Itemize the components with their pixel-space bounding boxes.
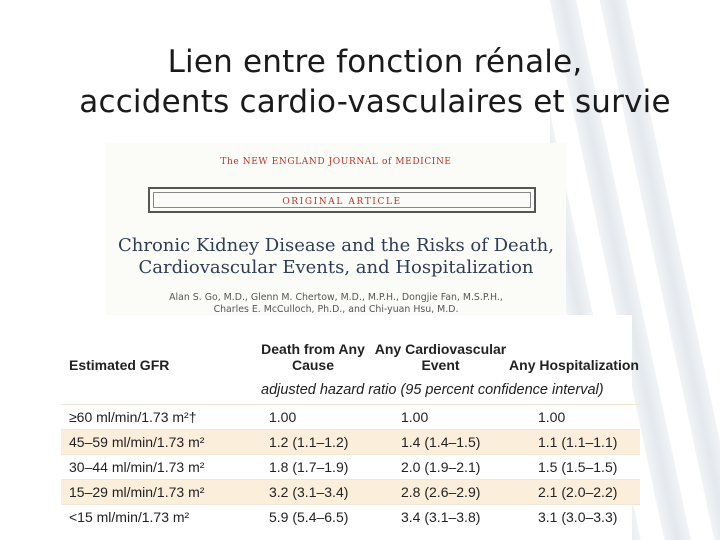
article-header-image: [106, 143, 566, 318]
cell-death: 5.9 (5.4–6.5): [253, 505, 373, 530]
cell-gfr: 30–44 ml/min/1.73 m²: [61, 455, 253, 480]
journal-name: The NEW ENGLAND JOURNAL of MEDICINE: [220, 157, 452, 167]
ratio-label: adjusted hazard ratio (95 percent confidence interval): [261, 382, 604, 398]
article-authors: [106, 292, 566, 316]
slide-title-line-1: Lien entre fonction rénale,: [167, 44, 583, 80]
slide-title-line-2: accidents cardio-vasculaires et survie: [79, 84, 671, 120]
header-hospitalization: Any Hospitalization: [509, 357, 639, 373]
table-row: [61, 430, 640, 455]
cell-death: 1.8 (1.7–1.9): [253, 455, 373, 480]
cell-hospitalization: 2.1 (2.0–2.2): [508, 480, 640, 505]
section-box: [148, 187, 536, 213]
cell-gfr: 15–29 ml/min/1.73 m²: [61, 480, 253, 505]
table-row: [61, 505, 640, 530]
cell-hospitalization: 3.1 (3.0–3.3): [508, 505, 640, 530]
cell-gfr: <15 ml/min/1.73 m²: [61, 505, 253, 530]
cell-cardiovascular: 2.8 (2.6–2.9): [373, 480, 508, 505]
cell-death: 3.2 (3.1–3.4): [253, 480, 373, 505]
ratio-label-row: [61, 376, 640, 405]
hazard-ratio-table: [61, 315, 639, 540]
cell-cardiovascular: 1.4 (1.4–1.5): [373, 430, 508, 455]
table-row: [61, 480, 640, 505]
header-death: Death from Any Cause: [261, 341, 365, 373]
cell-hospitalization: 1.1 (1.1–1.1): [508, 430, 640, 455]
table-row: [61, 455, 640, 480]
table-header-row: [61, 315, 640, 376]
article-title-line-1: Chronic Kidney Disease and the Risks of Death,: [117, 235, 554, 256]
cell-cardiovascular: 1.00: [373, 405, 508, 430]
cell-gfr: 45–59 ml/min/1.73 m²: [61, 430, 253, 455]
header-gfr: Estimated GFR: [69, 357, 170, 373]
header-cardiovascular: Any Cardiovascular Event: [374, 341, 507, 373]
cell-cardiovascular: 3.4 (3.1–3.8): [373, 505, 508, 530]
cell-cardiovascular: 2.0 (1.9–2.1): [373, 455, 508, 480]
article-title: [106, 235, 566, 279]
table-row: [61, 405, 640, 430]
cell-hospitalization: 1.5 (1.5–1.5): [508, 455, 640, 480]
cell-death: 1.00: [253, 405, 373, 430]
section-label: ORIGINAL ARTICLE: [282, 197, 402, 207]
cell-death: 1.2 (1.1–1.2): [253, 430, 373, 455]
slide-title: [40, 42, 710, 122]
authors-line-1: Alan S. Go, M.D., Glenn M. Chertow, M.D., M.P.H., Dongjie Fan, M.S.P.H.,: [169, 292, 503, 303]
article-title-line-2: Cardiovascular Events, and Hospitalization: [138, 257, 534, 278]
authors-line-2: Charles E. McCulloch, Ph.D., and Chi-yuan Hsu, M.D.: [213, 304, 459, 315]
cell-gfr: ≥60 ml/min/1.73 m²†: [61, 405, 253, 430]
cell-hospitalization: 1.00: [508, 405, 640, 430]
